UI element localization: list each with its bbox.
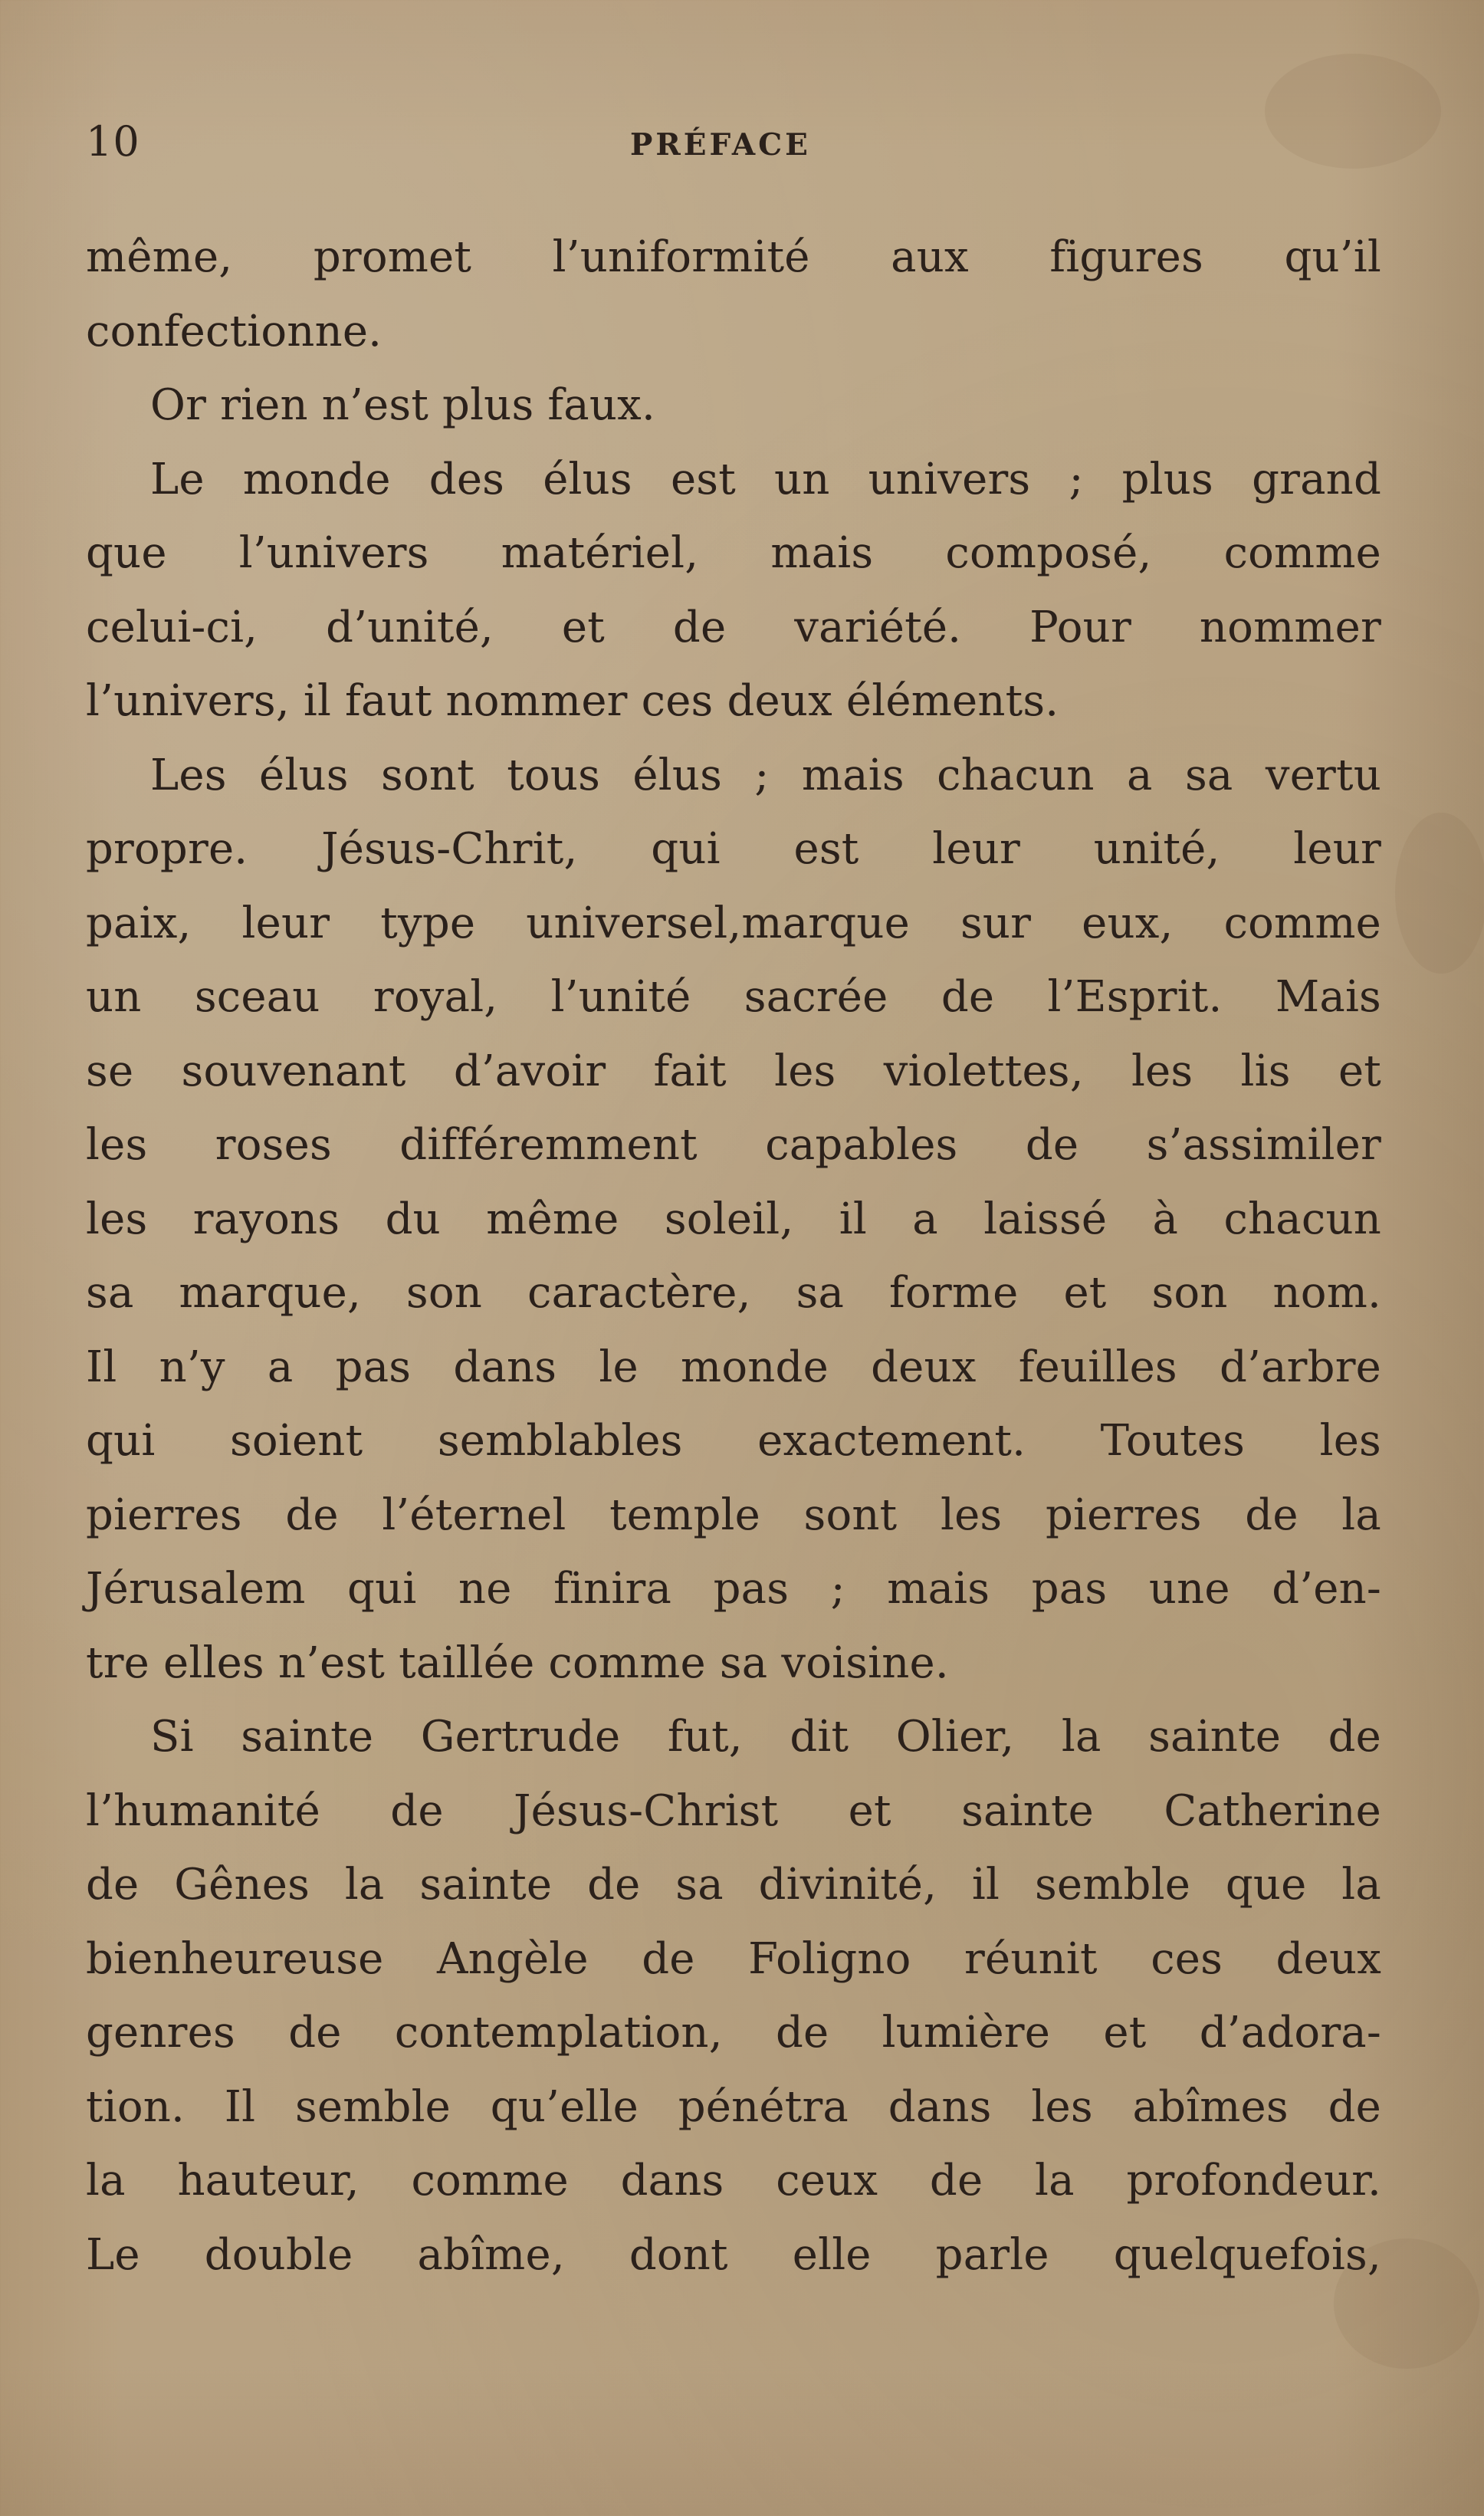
text-line: Le monde des élus est un univers ; plus grand [150, 454, 1381, 504]
text-line: paix, leur type universel,marque sur eux, comme [86, 898, 1381, 948]
text-line: Or rien n’est plus faux. [150, 380, 655, 430]
text-line: la hauteur, comme dans ceux de la profondeur. [86, 2156, 1381, 2206]
text-line: Il n’y a pas dans le monde deux feuilles d’arbre [86, 1342, 1381, 1392]
text-line: propre. Jésus-Chrit, qui est leur unité, leur [86, 824, 1381, 874]
text-line: les roses différemment capables de s’assimiler [86, 1120, 1381, 1170]
text-line: pierres de l’éternel temple sont les pierres de la [86, 1490, 1381, 1540]
text-line: que l’univers matériel, mais composé, comme [86, 528, 1381, 578]
text-line: Si sainte Gertrude fut, dit Olier, la sainte de [150, 1712, 1381, 1762]
body-text [86, 221, 1381, 2292]
paper-stain [1395, 813, 1484, 974]
text-line: un sceau royal, l’unité sacrée de l’Esprit. Mais [86, 972, 1381, 1022]
text-line: se souvenant d’avoir fait les violettes, les lis et [86, 1046, 1381, 1096]
running-head [86, 117, 1381, 182]
text-line: qui soient semblables exactement. Toutes les [86, 1416, 1381, 1466]
running-title: PRÉFACE [630, 127, 811, 163]
text-line: celui-ci, d’unité, et de variété. Pour nommer [86, 602, 1381, 652]
text-line: Le double abîme, dont elle parle quelquefois, [86, 2229, 1381, 2280]
text-line: tion. Il semble qu’elle pénétra dans les abîmes de [86, 2081, 1381, 2132]
text-line: Les élus sont tous élus ; mais chacun a sa vertu [150, 750, 1381, 800]
text-line: même, promet l’uniformité aux figures qu’il [86, 232, 1381, 282]
text-line: Jérusalem qui ne finira pas ; mais pas une d’en- [86, 1564, 1381, 1614]
text-line: l’univers, il faut nommer ces deux éléments. [86, 676, 1059, 726]
text-line: bienheureuse Angèle de Foligno réunit ces deux [86, 1933, 1381, 1984]
text-line: l’humanité de Jésus-Christ et sainte Catherine [86, 1785, 1381, 1836]
text-line: les rayons du même soleil, il a laissé à chacun [86, 1194, 1381, 1244]
text-line: sa marque, son caractère, sa forme et son nom. [86, 1268, 1381, 1318]
text-line: genres de contemplation, de lumière et d’adora- [86, 2008, 1381, 2058]
text-line: tre elles n’est taillée comme sa voisine. [86, 1637, 949, 1688]
text-line: confectionne. [86, 306, 382, 356]
page-number: 10 [86, 117, 140, 166]
text-line: de Gênes la sainte de sa divinité, il semble que la [86, 1860, 1381, 1910]
